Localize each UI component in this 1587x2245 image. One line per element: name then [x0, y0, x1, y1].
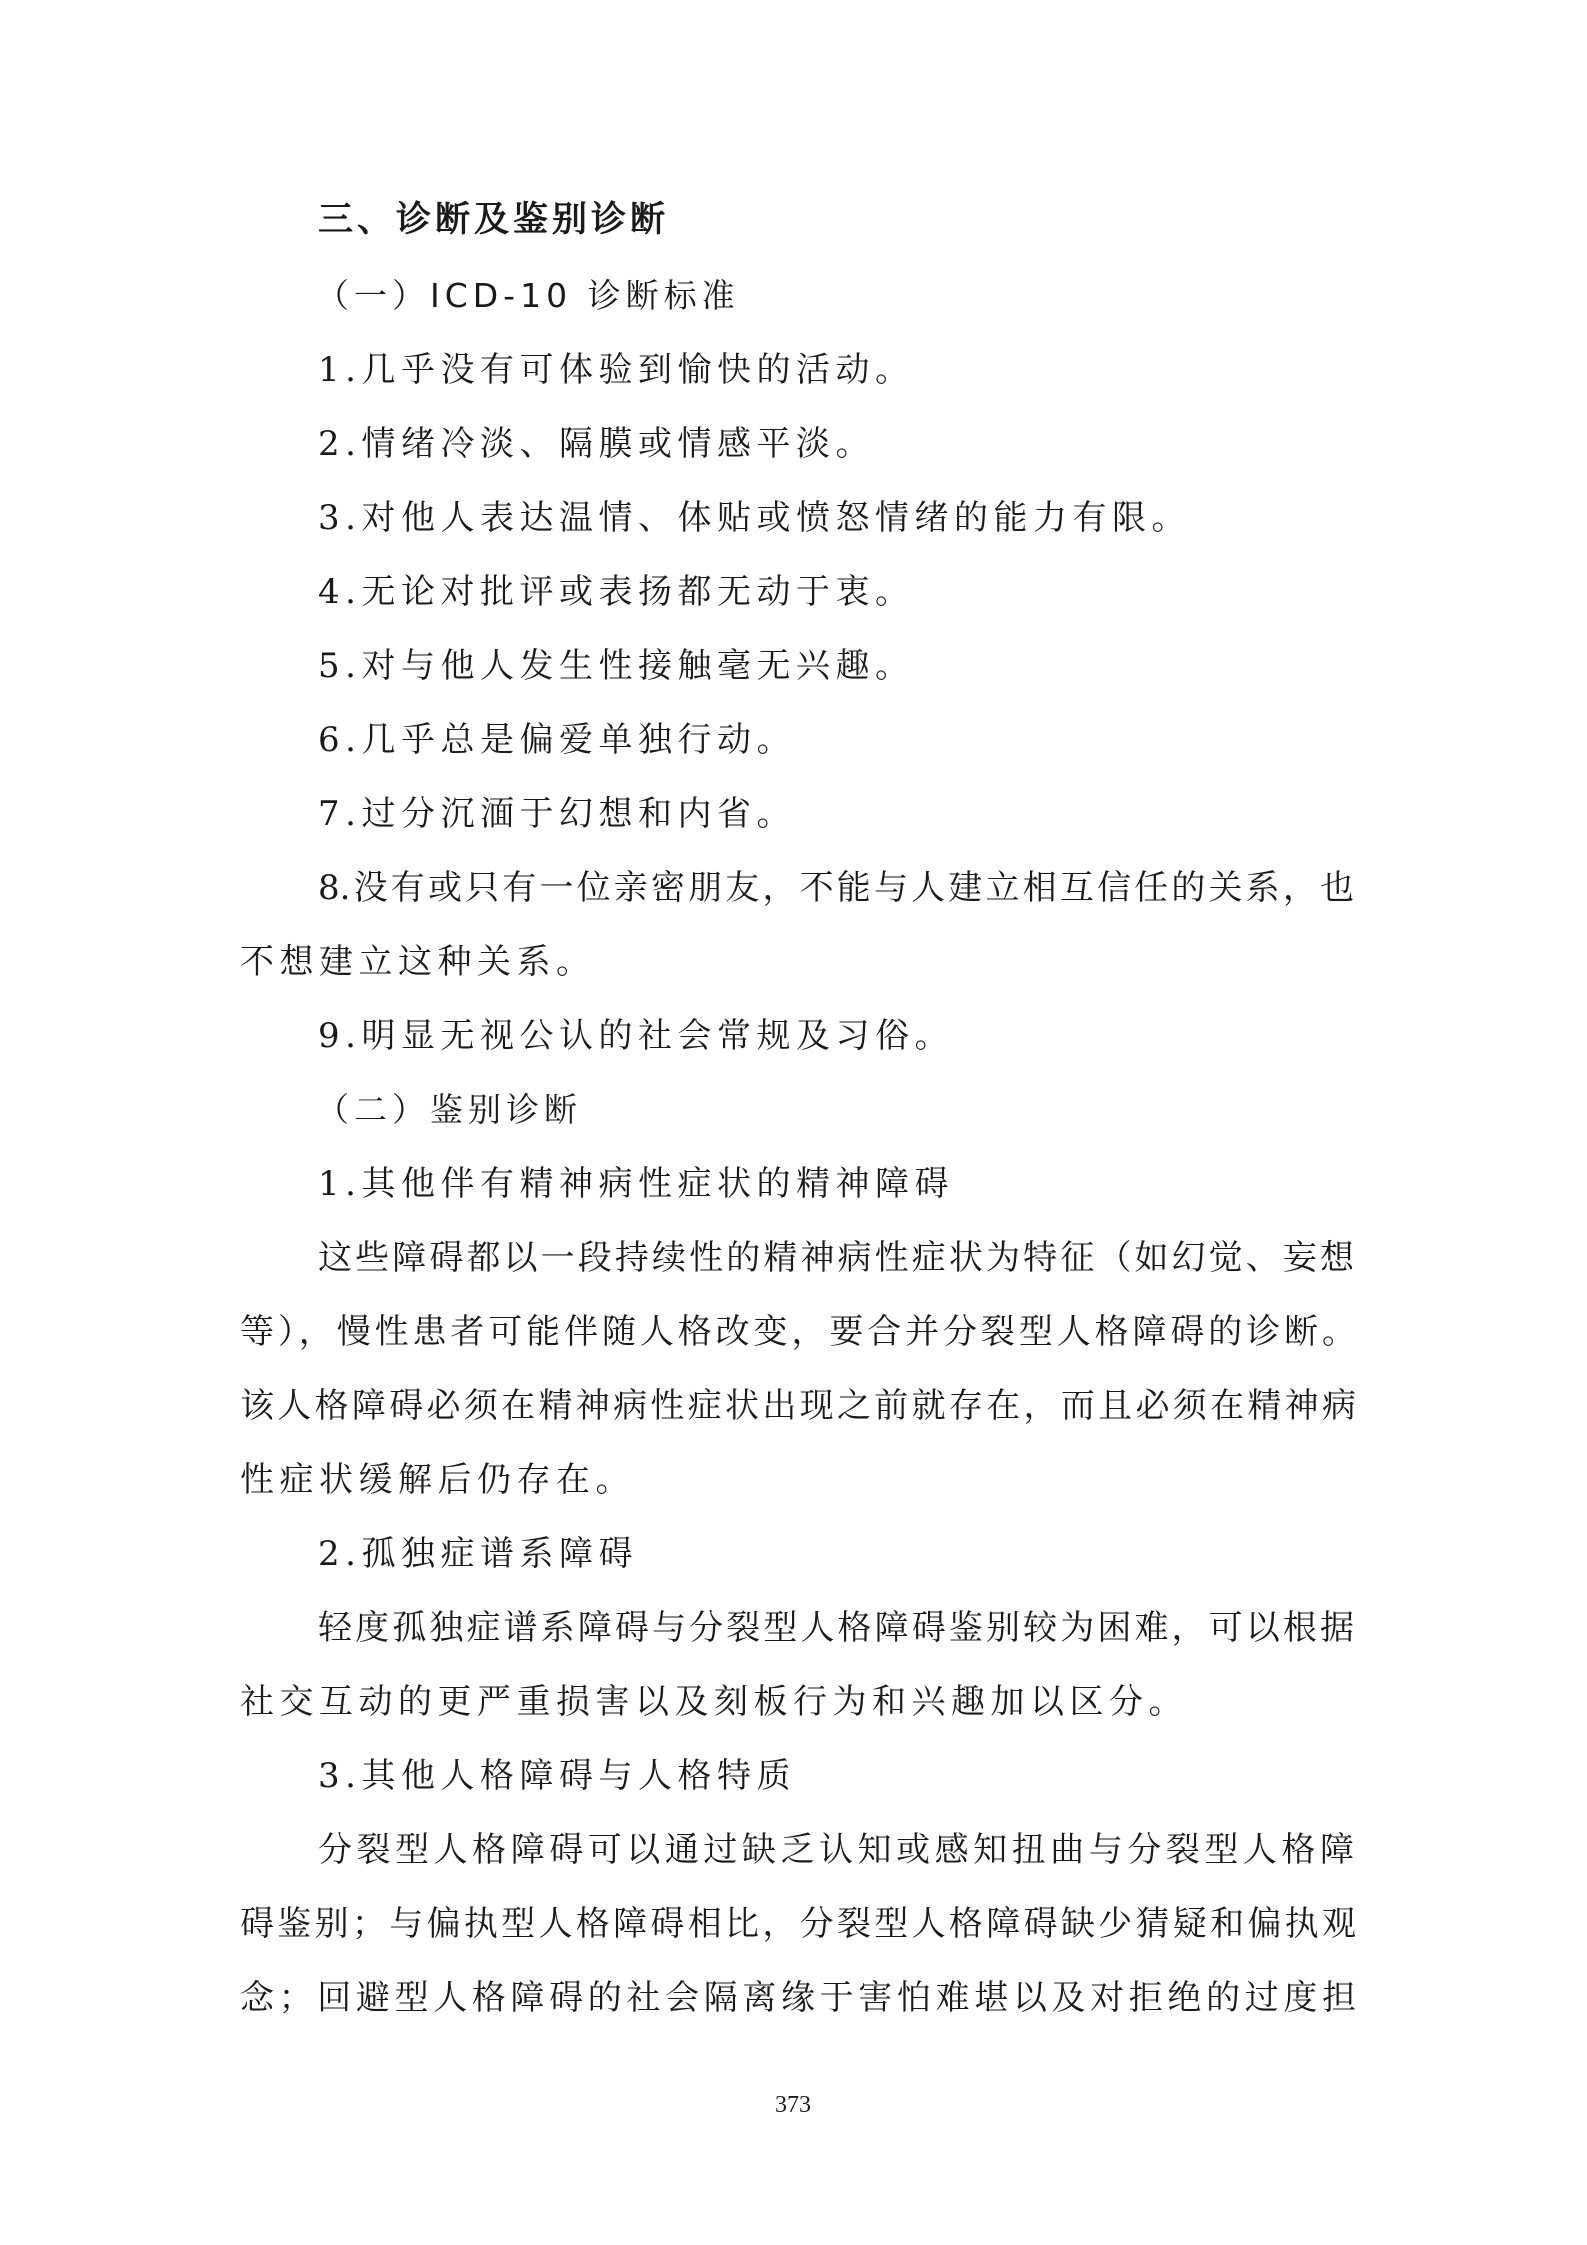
- differential-item-3-line-3: 念；回避型人格障碍的社会隔离缘于害怕难堪以及对拒绝的过度担: [240, 1978, 1356, 2018]
- icd10-heading: （一）ICD-10 诊断标准: [316, 276, 740, 315]
- differential-item-3-line-1: 分裂型人格障碍可以通过缺乏认知或感知扭曲与分裂型人格障: [318, 1830, 1354, 1870]
- differential-item-3-line-2: 碍鉴别；与偏执型人格障碍相比，分裂型人格障碍缺少猜疑和偏执观: [240, 1904, 1356, 1944]
- criterion-1: 1.几乎没有可体验到愉快的活动。: [318, 350, 915, 390]
- differential-item-3-title: 3.其他人格障碍与人格特质: [318, 1756, 796, 1796]
- criterion-5: 5.对与他人发生性接触毫无兴趣。: [318, 646, 915, 686]
- differential-item-2-title: 2.孤独症谱系障碍: [318, 1534, 638, 1574]
- criterion-8-line-1: 8.没有或只有一位亲密朋友，不能与人建立相互信任的关系，也: [318, 868, 1354, 908]
- criterion-3: 3.对他人表达温情、体贴或愤怒情绪的能力有限。: [318, 498, 1191, 538]
- criterion-4: 4.无论对批评或表扬都无动于衷。: [318, 572, 915, 612]
- section-title: 三、诊断及鉴别诊断: [318, 200, 670, 240]
- differential-item-1-title: 1.其他伴有精神病性症状的精神障碍: [318, 1164, 954, 1204]
- criterion-8-line-2: 不想建立这种关系。: [240, 942, 596, 982]
- criterion-9: 9.明显无视公认的社会常规及习俗。: [318, 1016, 954, 1056]
- differential-item-2-line-1: 轻度孤独症谱系障碍与分裂型人格障碍鉴别较为困难，可以根据: [318, 1608, 1354, 1648]
- differential-item-1-line-4: 性症状缓解后仍存在。: [240, 1460, 635, 1500]
- page-number: 373: [775, 2092, 811, 2118]
- differential-item-1-line-1: 这些障碍都以一段持续性的精神病性症状为特征（如幻觉、妄想: [318, 1238, 1354, 1278]
- criterion-7: 7.过分沉湎于幻想和内省。: [318, 794, 796, 834]
- differential-heading: （二）鉴别诊断: [316, 1090, 582, 1129]
- differential-item-1-line-3: 该人格障碍必须在精神病性症状出现之前就存在，而且必须在精神病: [240, 1386, 1356, 1426]
- differential-item-2-line-2: 社交互动的更严重损害以及刻板行为和兴趣加以区分。: [240, 1682, 1188, 1722]
- criterion-2: 2.情绪冷淡、隔膜或情感平淡。: [318, 424, 875, 464]
- criterion-6: 6.几乎总是偏爱单独行动。: [318, 720, 796, 760]
- differential-item-1-line-2: 等），慢性患者可能伴随人格改变，要合并分裂型人格障碍的诊断。: [240, 1312, 1356, 1352]
